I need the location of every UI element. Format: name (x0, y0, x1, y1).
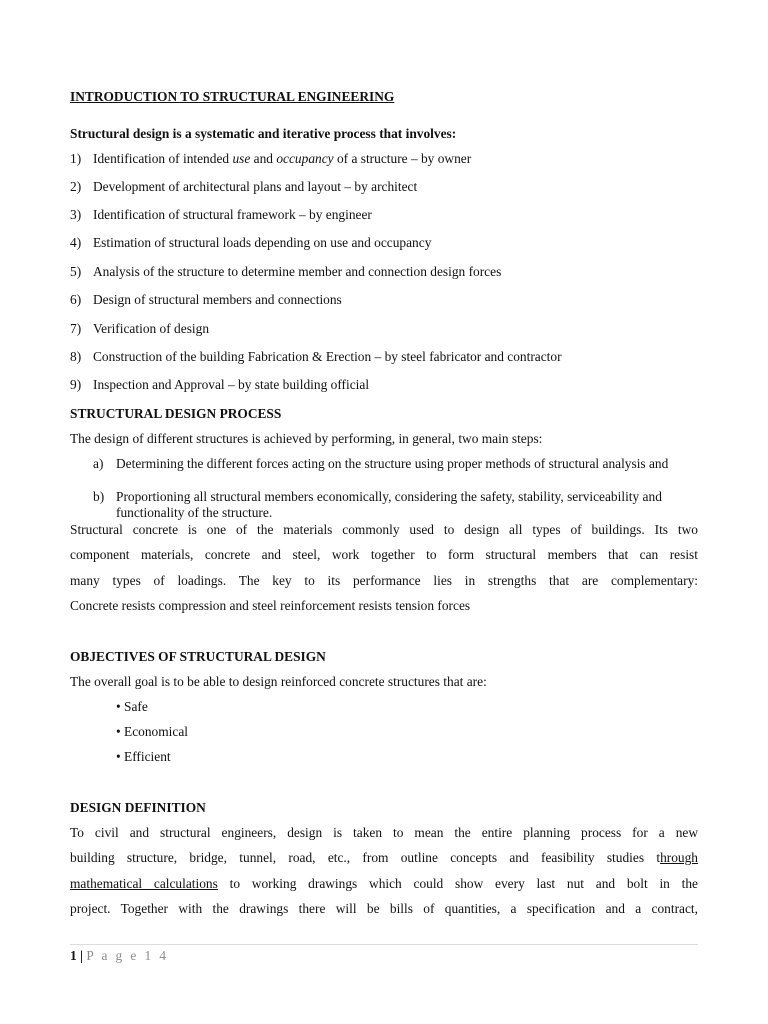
paragraph-line: To civil and structural engineers, design is taken to mean the entire planning process for a new (70, 825, 698, 840)
document-title: INTRODUCTION TO STRUCTURAL ENGINEERING (70, 89, 395, 104)
item-label: a) (93, 456, 104, 471)
page-label: P a g e 1 4 (86, 948, 169, 963)
step-item (70, 263, 501, 280)
process-lead: The design of different structures is achieved by performing, in general, two main steps: (70, 431, 543, 446)
step-number: 5) (70, 264, 82, 279)
page-footer (70, 947, 168, 964)
step-item (70, 178, 417, 195)
objectives-heading: OBJECTIVES OF STRUCTURAL DESIGN (70, 649, 326, 664)
paragraph-line (70, 845, 698, 870)
item-text: Proportioning all structural members economically, considering the safety, stability, serviceability and functionality of the structure. (116, 489, 662, 520)
concrete-paragraph (70, 517, 698, 619)
step-item (70, 291, 342, 308)
bullet-item: • Efficient (116, 749, 171, 764)
item-label: b) (93, 489, 105, 504)
step-number: 6) (70, 292, 82, 307)
step-item (70, 376, 369, 393)
line-text: to working drawings which could show every last nut and bolt in the (217, 875, 698, 891)
paragraph-line: Concrete resists compression and steel reinforcement resists tension forces (70, 598, 471, 614)
step-text: Identification of structural framework – by engineer (93, 207, 372, 222)
step-number: 8) (70, 349, 82, 364)
definition-paragraph (70, 820, 698, 922)
paragraph-line: component materials, concrete and steel, work together to form structural members that can resist (70, 547, 698, 563)
underlined-text: hrough (660, 850, 698, 866)
step-text: Identification of intended (93, 151, 233, 166)
step-item (70, 320, 209, 337)
step-text: Verification of design (93, 321, 210, 336)
step-text: Design of structural members and connections (93, 292, 342, 307)
step-number: 7) (70, 321, 82, 336)
footer-separator: | (76, 948, 87, 963)
objectives-lead: The overall goal is to be able to design reinforced concrete structures that are: (70, 674, 487, 689)
step-number: 4) (70, 235, 82, 250)
footer-divider (70, 944, 698, 945)
paragraph-line: many types of loadings. The key to its performance lies in strengths that are complementary: (70, 572, 698, 588)
item-text: Determining the different forces acting on the structure using proper methods of structural analysis and (116, 456, 669, 471)
step-text: of a structure – by owner (333, 151, 472, 166)
step-number: 1) (70, 151, 82, 166)
paragraph-line (70, 871, 698, 896)
paragraph-line: Structural concrete is one of the materials commonly used to design all types of buildings. Its two (70, 522, 698, 537)
step-text: and (250, 151, 277, 166)
step-item (70, 206, 372, 223)
step-text: Inspection and Approval – by state building official (93, 377, 370, 392)
step-item (70, 150, 471, 167)
step-item (70, 234, 431, 251)
step-number: 3) (70, 207, 82, 222)
paragraph-line: project. Together with the drawings there will be bills of quantities, a specification and a contract, (70, 901, 698, 917)
step-number: 9) (70, 377, 82, 392)
intro-text: Structural design is a systematic and iterative process that involves: (70, 126, 457, 141)
bullet-item: • Economical (116, 724, 188, 739)
underlined-text: mathematical calculations (70, 875, 218, 891)
definition-heading: DESIGN DEFINITION (70, 800, 206, 815)
line-text: building structure, bridge, tunnel, road, etc., from outline concepts and feasibility studies t (70, 850, 661, 866)
step-text: Estimation of structural loads depending on use and occupancy (93, 235, 432, 250)
process-heading: STRUCTURAL DESIGN PROCESS (70, 406, 282, 421)
bullet-item: • Safe (116, 699, 148, 714)
step-text: Analysis of the structure to determine member and connection design forces (93, 264, 502, 279)
page-number: 1 (70, 948, 77, 963)
step-emphasis: occupancy (276, 151, 334, 166)
step-text: Construction of the building Fabrication & Erection – by steel fabricator and contractor (93, 349, 562, 364)
step-number: 2) (70, 179, 82, 194)
step-emphasis: use (232, 151, 251, 166)
step-item (70, 348, 562, 365)
step-text: Development of architectural plans and layout – by architect (93, 179, 418, 194)
